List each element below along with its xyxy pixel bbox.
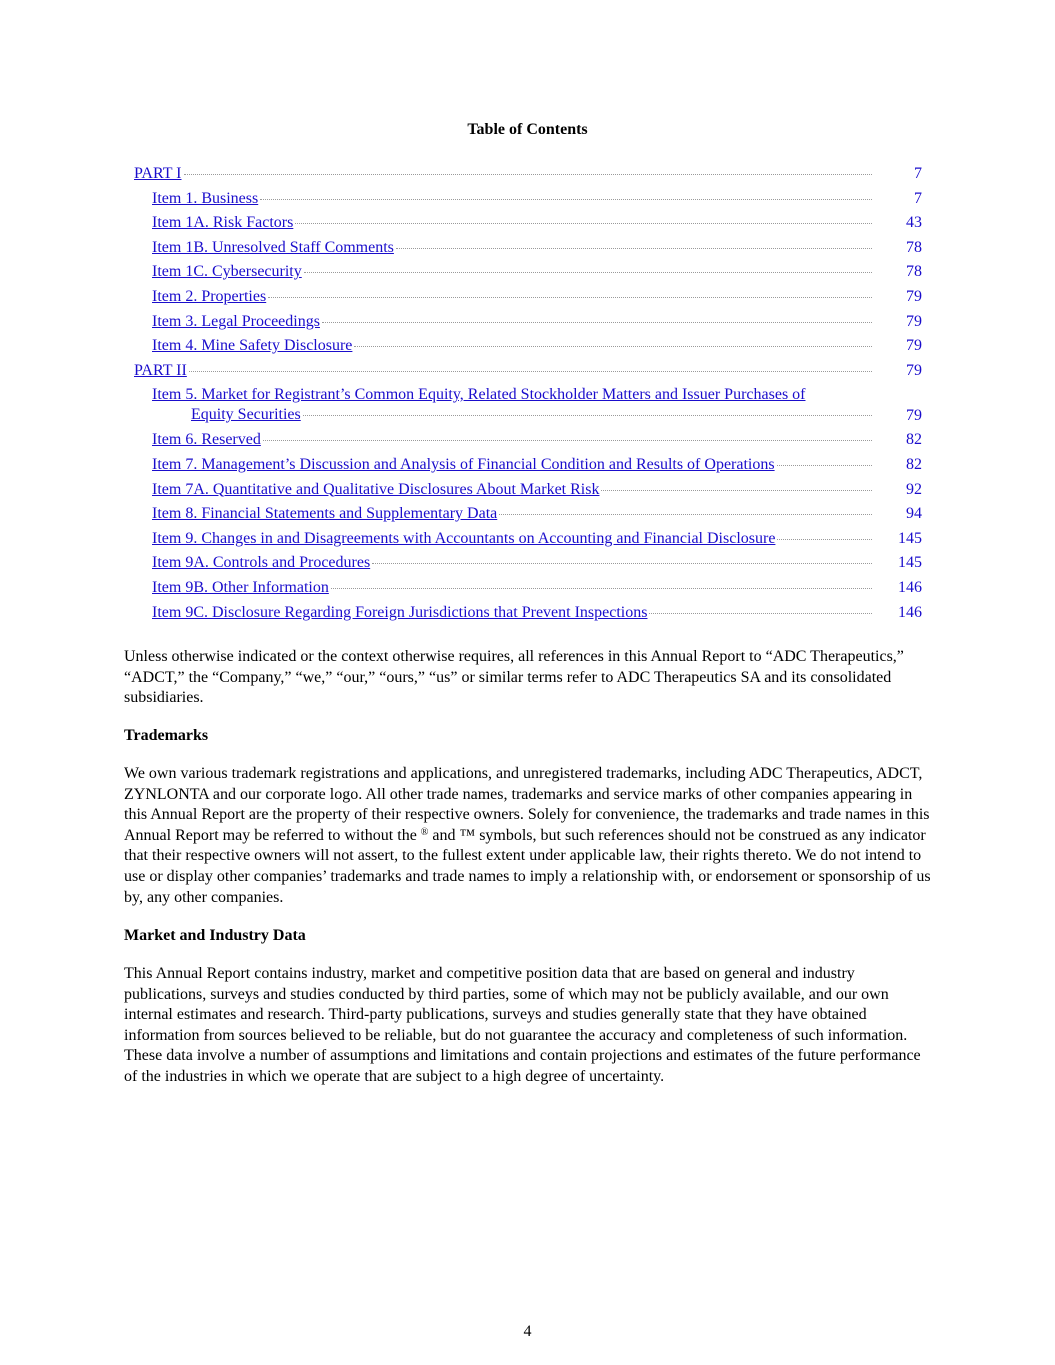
toc-link-item-5-line-2[interactable]: Equity Securities <box>191 406 301 424</box>
toc-row-item-6 <box>124 430 924 455</box>
toc-link-item-9c[interactable]: Item 9C. Disclosure Regarding Foreign Jurisdictions that Prevent Inspections <box>152 603 648 621</box>
toc-page-item-1[interactable]: 7 <box>914 189 922 207</box>
toc-page-part-2[interactable]: 79 <box>906 361 922 379</box>
dot-leader <box>649 612 872 614</box>
toc-link-item-3[interactable]: Item 3. Legal Proceedings <box>152 312 320 330</box>
toc-row-part-1 <box>124 164 924 189</box>
toc-row-item-7 <box>124 455 924 480</box>
dot-leader <box>499 513 872 515</box>
dot-leader <box>601 489 872 491</box>
toc-link-item-7[interactable]: Item 7. Management’s Discussion and Analysis of Financial Condition and Results of Operations <box>152 455 775 473</box>
dot-leader <box>263 439 872 441</box>
registered-symbol: ® <box>420 826 429 838</box>
dot-leader <box>354 345 872 347</box>
toc-link-item-2[interactable]: Item 2. Properties <box>152 287 267 305</box>
toc-link-part-1[interactable]: PART I <box>134 165 182 182</box>
page-number: 4 <box>523 1323 532 1340</box>
toc-row-item-3 <box>124 312 924 337</box>
toc-page-item-9b[interactable]: 146 <box>898 578 922 596</box>
toc-page-item-4[interactable]: 79 <box>906 337 922 355</box>
dot-leader <box>304 271 872 273</box>
toc-row-item-1b <box>124 238 924 263</box>
toc-page-item-1c[interactable]: 78 <box>906 263 922 281</box>
dot-leader <box>372 562 872 564</box>
trademarks-paragraph <box>124 764 934 908</box>
toc-page-item-2[interactable]: 79 <box>906 287 922 305</box>
toc-link-item-6[interactable]: Item 6. Reserved <box>152 431 261 449</box>
toc-row-item-1c <box>124 262 924 287</box>
dot-leader <box>322 321 872 323</box>
toc-page-item-9a[interactable]: 145 <box>898 554 922 572</box>
dot-leader <box>396 247 872 249</box>
toc-page-item-8[interactable]: 94 <box>906 505 922 523</box>
table-of-contents <box>124 164 924 627</box>
dot-leader <box>331 587 872 589</box>
toc-page-part-1[interactable]: 7 <box>914 165 922 182</box>
dot-leader <box>184 173 872 175</box>
toc-link-item-9[interactable]: Item 9. Changes in and Disagreements with Accountants on Accounting and Financial Disclosure <box>152 529 776 547</box>
trademarks-text-after: and ™ symbols, but such references should not be construed as any indicator that their respective owners will not assert, to the fullest extent under applicable law, their rights thereto. We do not intend to use or display other companies’ trademarks and trade names to imply a relationship with, or endorsement or sponsorship of us by, any other companies. <box>124 826 931 906</box>
toc-page-item-1b[interactable]: 78 <box>906 238 922 256</box>
toc-link-item-1a[interactable]: Item 1A. Risk Factors <box>152 214 294 232</box>
market-heading: Market and Industry Data <box>124 927 306 944</box>
trademarks-text-before: We own various trademark registrations and applications, and unregistered trademarks, including ADC Therapeutics, ADCT, ZYNLONTA and our corporate logo. All other trade names, trademarks and service marks of other companies appearing in this Annual Report are the property of their respective owners. Solely for convenience, the trademarks and trade names in this Annual Report may be referred to without the <box>124 765 930 844</box>
dot-leader <box>295 222 872 224</box>
toc-row-item-5 <box>124 385 924 430</box>
toc-row-item-9b <box>124 578 924 603</box>
dot-leader <box>777 464 872 466</box>
toc-link-item-7a[interactable]: Item 7A. Quantitative and Qualitative Disclosures About Market Risk <box>152 480 600 498</box>
toc-row-item-9a <box>124 553 924 578</box>
dot-leader <box>268 296 872 298</box>
dot-leader <box>303 414 872 416</box>
toc-page-item-9c[interactable]: 146 <box>898 603 922 621</box>
toc-title: Table of Contents <box>467 121 588 138</box>
toc-row-item-4 <box>124 336 924 361</box>
toc-page-item-1a[interactable]: 43 <box>906 214 922 232</box>
toc-row-item-1a <box>124 213 924 238</box>
market-paragraph: This Annual Report contains industry, market and competitive position data that are based on general and industry publications, surveys and studies conducted by third parties, some of which may not be publicly available, and our own internal estimates and research. Third-party publications, surveys and studies generally state that they have obtained information from sources believed to be reliable, but do not guarantee the accuracy and completeness of such information. These data involve a number of assumptions and limitations and contain projections and estimates of the future performance of the industries in which we operate that are subject to a high degree of uncertainty. <box>124 965 921 1085</box>
toc-row-item-7a <box>124 480 924 505</box>
toc-row-item-9 <box>124 529 924 554</box>
toc-page-item-5[interactable]: 79 <box>906 407 922 425</box>
dot-leader <box>260 198 872 200</box>
toc-page-item-9[interactable]: 145 <box>898 529 922 547</box>
toc-link-item-9b[interactable]: Item 9B. Other Information <box>152 578 329 596</box>
dot-leader <box>777 538 872 540</box>
dot-leader <box>189 370 872 372</box>
toc-row-item-8 <box>124 504 924 529</box>
toc-row-item-9c <box>124 603 924 628</box>
intro-paragraph: Unless otherwise indicated or the context otherwise requires, all references in this Annual Report to “ADC Therapeutics,” “ADCT,” the “Company,” “we,” “our,” “ours,” “us” or similar terms refer to ADC Therapeutics SA and its consolidated subsidiaries. <box>124 648 904 707</box>
toc-link-item-4[interactable]: Item 4. Mine Safety Disclosure <box>152 337 353 355</box>
toc-link-item-9a[interactable]: Item 9A. Controls and Procedures <box>152 554 371 572</box>
toc-page-item-3[interactable]: 79 <box>906 312 922 330</box>
toc-row-item-2 <box>124 287 924 312</box>
toc-page-item-6[interactable]: 82 <box>906 431 922 449</box>
toc-link-item-1[interactable]: Item 1. Business <box>152 189 259 207</box>
toc-row-item-1 <box>124 189 924 214</box>
toc-link-item-8[interactable]: Item 8. Financial Statements and Supplementary Data <box>152 505 498 523</box>
toc-page-item-7[interactable]: 82 <box>906 455 922 473</box>
toc-row-part-2 <box>124 361 924 386</box>
toc-link-item-5-line-1[interactable]: Item 5. Market for Registrant’s Common Equity, Related Stockholder Matters and Issuer Purchases of <box>152 386 806 404</box>
toc-link-part-2[interactable]: PART II <box>134 361 187 379</box>
trademarks-heading: Trademarks <box>124 727 209 744</box>
toc-link-item-1b[interactable]: Item 1B. Unresolved Staff Comments <box>152 238 394 256</box>
toc-link-item-1c[interactable]: Item 1C. Cybersecurity <box>152 263 302 281</box>
toc-page-item-7a[interactable]: 92 <box>906 480 922 498</box>
